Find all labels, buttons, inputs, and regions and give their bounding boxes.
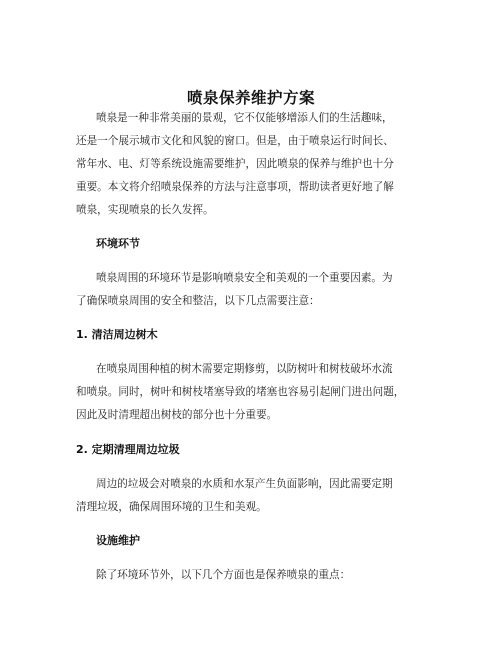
trees-line-3: 因此及时清理超出树枝的部分也十分重要。 — [76, 409, 278, 421]
section1-line-1: 喷泉周围的环境环节是影响喷泉安全和美观的一个重要因素。为 — [96, 272, 393, 284]
section-heading-environment: 环境环节 — [96, 237, 140, 250]
trees-line-2: 和喷泉。同时，树叶和树枝堵塞导致的堵塞也容易引起闸门进出问题， — [76, 386, 405, 398]
intro-line-4: 重要。本文将介绍喷泉保养的方法与注意事项，帮助读者更好地了解 — [76, 181, 394, 193]
subheading-garbage: 2. 定期清理周边垃圾 — [76, 443, 180, 456]
section1-line-2: 了确保喷泉周围的安全和整洁，以下几点需要注意： — [76, 295, 320, 307]
garbage-line-1: 周边的垃圾会对喷泉的水质和水泵产生负面影响，因此需要定期 — [96, 478, 393, 490]
section-heading-facilities: 设施维护 — [96, 534, 140, 547]
subheading-trees: 1. 清洁周边树木 — [76, 328, 158, 341]
intro-line-2: 还是一个展示城市文化和风貌的窗口。但是，由于喷泉运行时间长、 — [76, 135, 394, 147]
intro-line-3: 常年水、电、灯等系统设施需要维护，因此喷泉的保养与维护也十分 — [76, 158, 394, 170]
intro-line-5: 喷泉，实现喷泉的长久发挥。 — [76, 204, 214, 216]
intro-line-1: 喷泉是一种非常美丽的景观，它不仅能够增添人们的生活趣味， — [96, 112, 393, 124]
garbage-line-2: 清理垃圾，确保周围环境的卫生和美观。 — [76, 501, 267, 513]
page-title: 喷泉保养维护方案 — [186, 89, 315, 107]
section2-line-1: 除了环境环节外，以下几个方面也是保养喷泉的重点： — [96, 569, 351, 581]
trees-line-1: 在喷泉周围种植的树木需要定期修剪，以防树叶和树枝破坏水流 — [96, 363, 393, 375]
